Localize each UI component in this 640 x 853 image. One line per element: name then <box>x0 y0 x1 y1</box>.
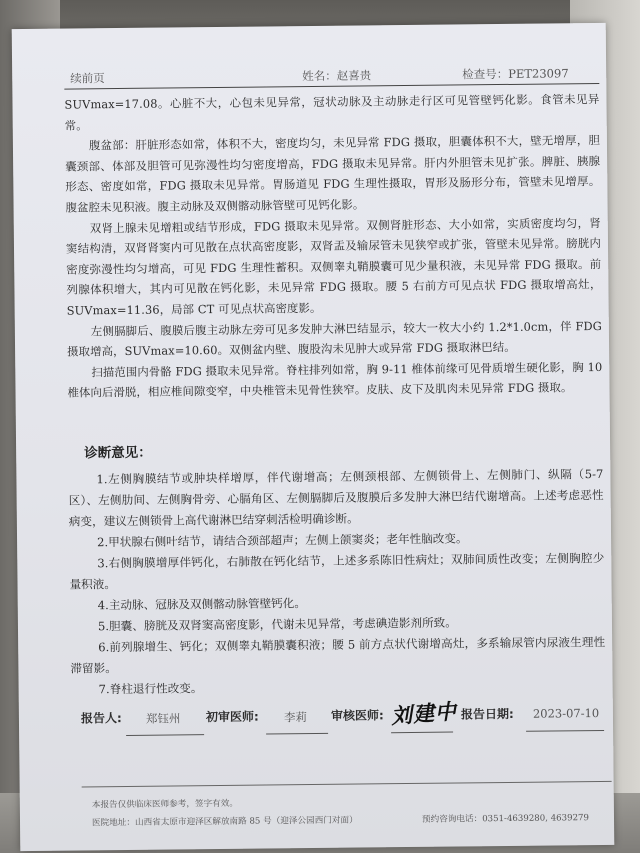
appointment-phone: 预约咨询电话：0351-4639280, 4639279 <box>421 813 590 825</box>
patient-name: 姓名：赵喜贵 <box>302 68 372 84</box>
handwritten-signature: 刘建中 <box>390 698 458 729</box>
reporter-line <box>126 734 204 736</box>
diagnosis-item: 7.脊柱退行性改变。 <box>98 681 203 697</box>
first-reviewer-name: 李莉 <box>283 710 308 725</box>
report-sheet <box>12 23 615 851</box>
report-footer <box>92 791 612 832</box>
diagnosis-item: 5.胆囊、膀胱及双肾窦高密度影，代谢未见异常，考虑碘造影剂所致。 <box>97 615 457 634</box>
first-review-line <box>266 733 328 735</box>
continued-label: 续前页 <box>70 71 105 86</box>
diagnosis-title: 诊断意见： <box>84 444 152 462</box>
finding-paragraph: 腹盆部：肝脏形态如常，体积不大，密度均匀，未见异常 FDG 摄取，胆囊体积不大，壁无增厚，胆囊颈部、体部及胆管可见弥漫性均匀密度增高，FDG 摄取未见异常。肝内外胆管未见扩张。脾脏、胰腺形态、密度如常，FDG 摄取未见异常。胃肠道见 FDG 生理性摄取，胃形及肠形分布，管壁未见增厚。腹盆腔未见积液。腹主动脉及双侧髂动脉管壁可见钙化影。 <box>65 133 601 215</box>
report-content <box>64 59 606 700</box>
finding-paragraph: 左侧膈脚后、腹膜后腹主动脉左旁可见多发肿大淋巴结显示，较大一枚大小约 1.2*1.0cm，伴 FDG 摄取增高，SUVmax=10.60。双侧盆内壁、腹股沟未见肿大或异常 FDG 摄取淋巴结。 <box>67 318 602 359</box>
diagnosis-item: 2.甲状腺右侧叶结节，请结合颈部超声；左侧上颌窦炎；老年性脑改变。 <box>97 531 468 550</box>
reporter-name: 郑钰州 <box>145 711 181 726</box>
final-review-line <box>391 732 453 734</box>
diagnosis-item: 1.左侧胸膜结节或肿块样增厚，伴代谢增高；左侧颈根部、左侧锁骨上、左侧肺门、纵隔（5-7区）、左侧肋间、左侧胸骨旁、心膈角区、左侧膈脚后及腹膜后多发肿大淋巴结代谢增高。上述考虑恶性病变，建议左侧锁骨上高代谢淋巴结穿刺活检明确诊断。 <box>68 466 604 529</box>
final-review-label: 审核医师: <box>330 708 384 723</box>
page-header <box>64 59 599 90</box>
finding-paragraph: SUVmax=17.08。心脏不大，心包未见异常，冠状动脉及主动脉走行区可见管壁钙化影。食管未见异常。 <box>64 91 600 133</box>
hospital-address: 医院地址：山西省太原市迎泽区解放南路 85 号（迎泽公园西门对面） <box>91 815 358 829</box>
report-date: 2023-07-10 <box>532 706 600 721</box>
signature-row <box>71 696 611 742</box>
footer-divider <box>82 781 612 788</box>
first-review-label: 初审医师: <box>205 709 259 725</box>
reporter-label: 报告人: <box>80 711 122 726</box>
diagnosis-item: 6.前列腺增生、钙化；双侧睾丸鞘膜囊积液；腰 5 前方点状代谢增高灶，多系输尿管内尿液生理性滞留影。 <box>70 634 606 676</box>
footer-note: 本报告仅供临床医师参考，签字有效。 <box>91 798 238 811</box>
report-date-label: 报告日期: <box>460 706 514 722</box>
findings-section <box>64 89 602 403</box>
finding-paragraph: 扫描范围内骨骼 FDG 摄取未见异常。脊柱排列如常，胸 9-11 椎体前缘可见骨质增生硬化影，胸 10 椎体向后滑脱，相应椎间隙变窄，中央椎管未见骨性狭窄。皮肤、皮下及肌肉未见异常 FDG 摄取。 <box>67 359 603 400</box>
exam-number: 检查号：PET23097 <box>462 66 569 82</box>
finding-paragraph: 双肾上腺未见增粗或结节形成，FDG 摄取未见异常。双侧肾脏形态、大小如常，实质密度均匀，肾窦结构清，双肾肾窦内可见散在点状高密度影，双肾盂及输尿管未见狭窄或扩张，管壁未见异常。膀胱内密度弥漫性均匀增高，可见 FDG 生理性蓄积。双侧睾丸鞘膜囊可见少量积液，未见异常 FDG 摄取。前列腺体积增大，其内可见散在钙化影，未见异常 FDG 摄取。腰 5 右前方可见点状 FDG 摄取增高灶，SUVmax=11.36，局部 CT 可见点状高密度影。 <box>65 215 602 318</box>
report-date-line <box>526 730 604 732</box>
diagnosis-section <box>68 464 605 701</box>
diagnosis-item: 4.主动脉、冠脉及双侧髂动脉管壁钙化。 <box>97 595 306 613</box>
diagnosis-item: 3.右侧胸膜增厚伴钙化，右肺散在钙化结节，上述多系陈旧性病灶；双肺间质性改变；左侧胸腔少量积液。 <box>69 550 605 592</box>
